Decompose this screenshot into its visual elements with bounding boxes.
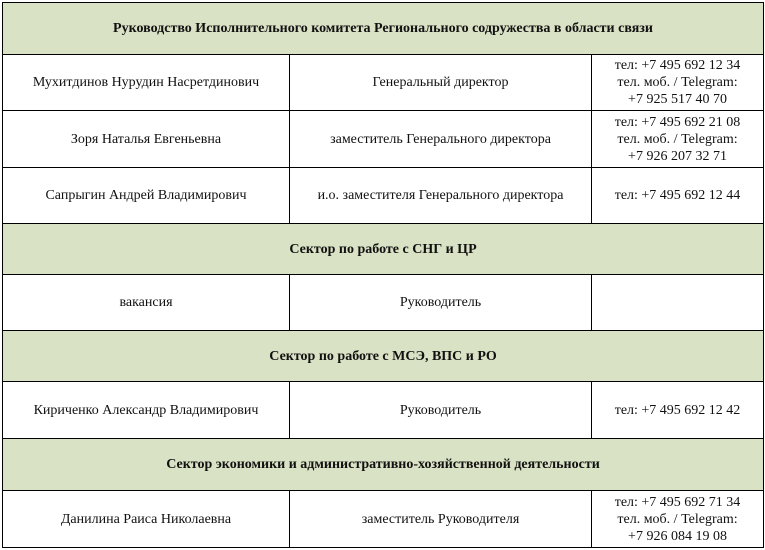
person-name: Данилина Раиса Николаевна bbox=[3, 491, 290, 548]
phone-cell bbox=[592, 491, 764, 548]
person-position: Руководитель bbox=[290, 275, 592, 331]
person-name: Мухитдинов Нурудин Насретдинович bbox=[3, 55, 290, 111]
phone-line: +7 926 207 32 71 bbox=[628, 148, 727, 164]
section-title: Сектор по работе с СНГ и ЦР bbox=[3, 224, 764, 275]
person-name: Зоря Наталья Евгеньевна bbox=[3, 111, 290, 168]
person-position: заместитель Генерального директора bbox=[290, 111, 592, 168]
phone-line: тел. моб. / Telegram: bbox=[617, 131, 738, 147]
section-header-row bbox=[3, 3, 764, 55]
person-position: Руководитель bbox=[290, 382, 592, 439]
phone-line: тел. моб. / Telegram: bbox=[617, 511, 738, 527]
person-name: Сапрыгин Андрей Владимирович bbox=[3, 168, 290, 224]
person-position: заместитель Руководителя bbox=[290, 491, 592, 548]
table-row bbox=[3, 55, 764, 111]
section-title: Сектор по работе с МСЭ, ВПС и РО bbox=[3, 331, 764, 382]
phone-line: тел: +7 495 692 12 44 bbox=[614, 188, 741, 203]
phone-line: тел: +7 495 692 71 34 bbox=[614, 494, 741, 510]
person-name: Кириченко Александр Владимирович bbox=[3, 382, 290, 439]
section-title: Руководство Исполнительного комитета Регионального содружества в области связи bbox=[3, 3, 764, 55]
phone-cell bbox=[592, 111, 764, 168]
phone-line: тел: +7 495 692 12 34 bbox=[614, 58, 741, 73]
phone-cell bbox=[592, 275, 764, 331]
table-row bbox=[3, 111, 764, 168]
phone-cell bbox=[592, 382, 764, 439]
table-row bbox=[3, 491, 764, 548]
section-header-row bbox=[3, 331, 764, 382]
phone-line: тел. моб. / Telegram: bbox=[617, 75, 738, 90]
person-position: и.о. заместителя Генерального директора bbox=[290, 168, 592, 224]
table-row bbox=[3, 382, 764, 439]
phone-cell bbox=[592, 168, 764, 224]
person-name: вакансия bbox=[3, 275, 290, 331]
person-position: Генеральный директор bbox=[290, 55, 592, 111]
phone-line: тел: +7 495 692 12 42 bbox=[614, 402, 741, 418]
phone-cell bbox=[592, 55, 764, 111]
phone-line: +7 925 517 40 70 bbox=[628, 92, 727, 107]
table-row bbox=[3, 275, 764, 331]
section-header-row bbox=[3, 439, 764, 491]
contacts-table bbox=[2, 2, 764, 548]
table-row bbox=[3, 168, 764, 224]
section-title: Сектор экономики и административно-хозяйственной деятельности bbox=[3, 439, 764, 491]
phone-line: +7 926 084 19 08 bbox=[628, 528, 727, 544]
phone-line: тел: +7 495 692 21 08 bbox=[614, 114, 741, 130]
section-header-row bbox=[3, 224, 764, 275]
